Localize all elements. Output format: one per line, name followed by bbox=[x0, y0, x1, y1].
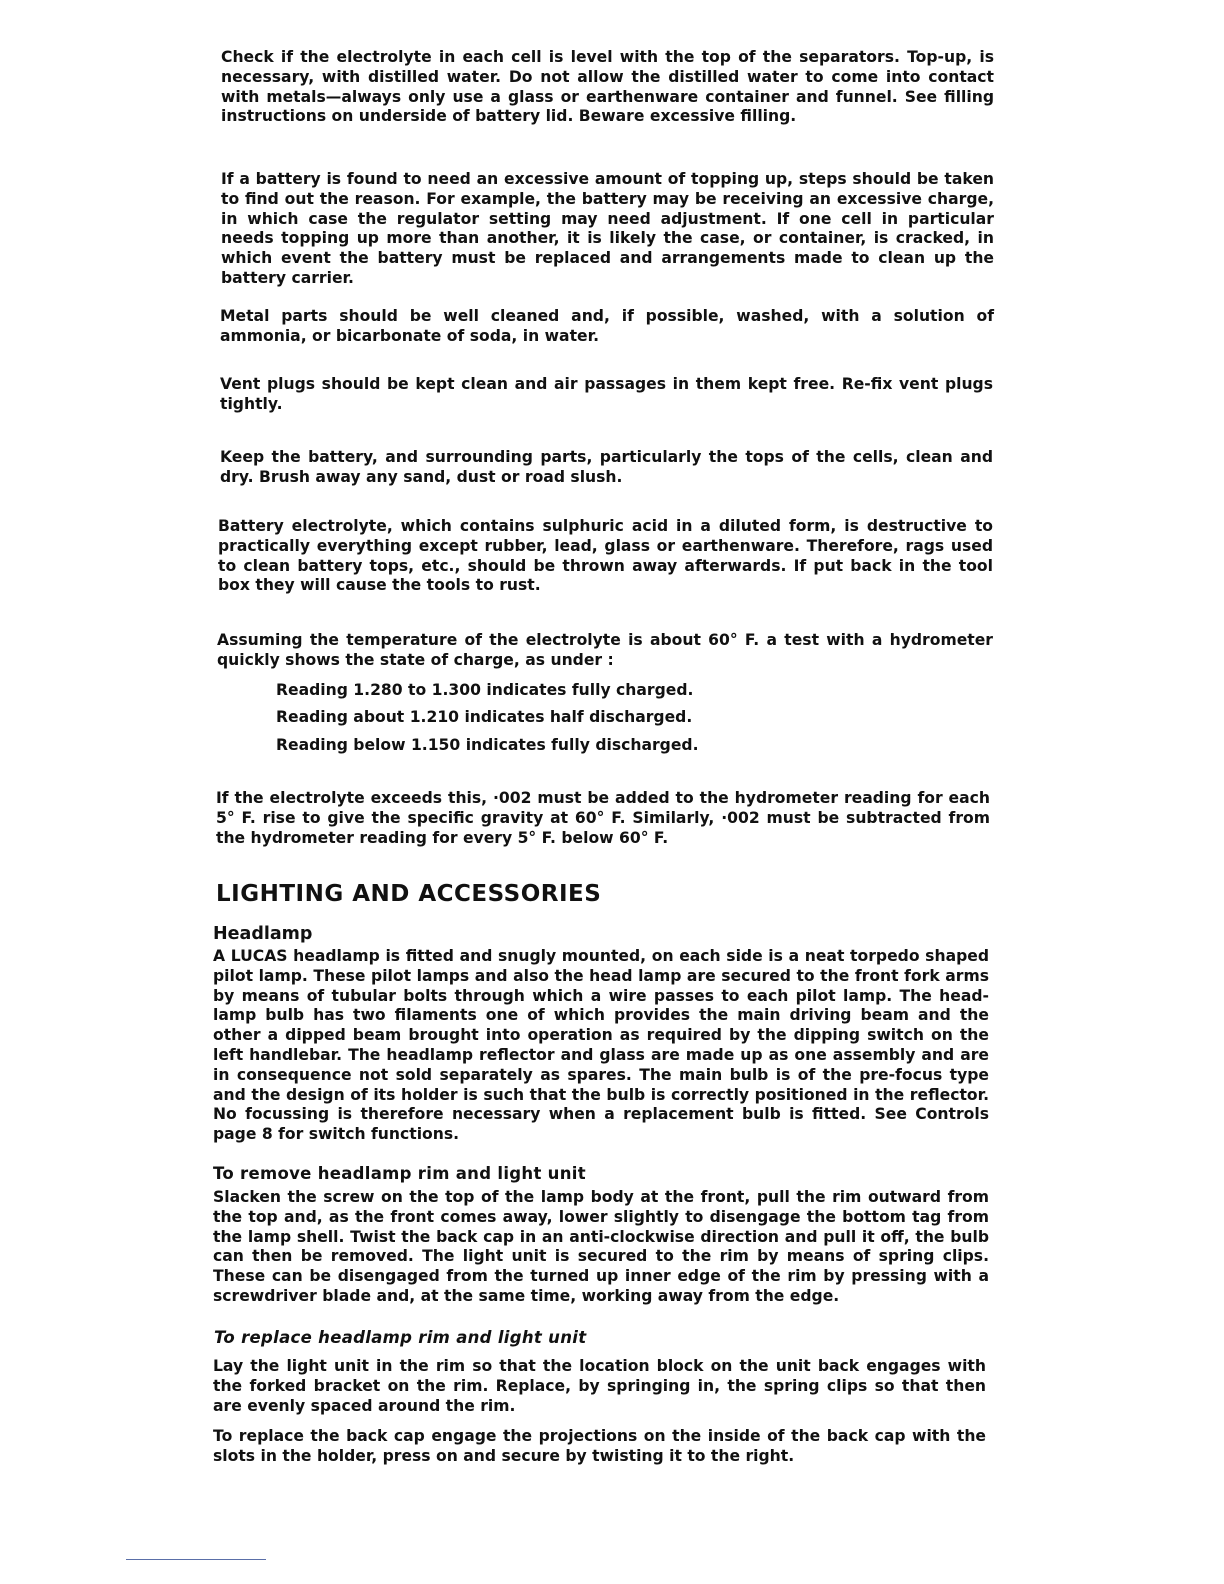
paragraph-hydrometer-test: Assuming the temperature of the electrolyte is about 60° F. a test with a hydrometer quickly shows the state of charge, as under : bbox=[217, 631, 993, 669]
heading-remove-rim: To remove headlamp rim and light unit bbox=[213, 1164, 586, 1183]
reading-half-discharged: Reading about 1.210 indicates half discharged. bbox=[276, 708, 693, 726]
paragraph-replace-back-cap: To replace the back cap engage the projections on the inside of the back cap with the slots in the holder, press on and secure by twisting it to the right. bbox=[213, 1427, 986, 1465]
reading-fully-discharged: Reading below 1.150 indicates fully discharged. bbox=[276, 736, 699, 754]
section-title-lighting: LIGHTING AND ACCESSORIES bbox=[216, 881, 602, 907]
heading-replace-rim: To replace headlamp rim and light unit bbox=[214, 1328, 587, 1347]
paragraph-metal-parts: Metal parts should be well cleaned and, if possible, washed, with a solution of ammonia, or bicarbonate of soda, in water. bbox=[220, 307, 994, 345]
paragraph-headlamp: A LUCAS headlamp is fitted and snugly mounted, on each side is a neat torpedo shaped pilot lamp. These pilot lamps and also the head lamp are secured to the front fork arms by means of tubular bolts through which a wire passes to each pilot lamp. The head-lamp bulb has two filaments one of which provides the main driving beam and the other a dipped beam brought into operation as required by the dipping switch on the left handlebar. The headlamp reflector and glass are made up as one assembly and are in consequence not sold separately as spares. The main bulb is of the pre-focus type and the design of its holder is such that the bulb is correctly positioned in the reflector. No focussing is therefore necessary when a replacement bulb is fitted. See Controls page 8 for switch functions. bbox=[213, 947, 989, 1144]
paragraph-vent-plugs: Vent plugs should be kept clean and air passages in them kept free. Re-fix vent plugs tightly. bbox=[220, 375, 993, 413]
paragraph-temperature-correction: If the electrolyte exceeds this, ·002 must be added to the hydrometer reading for each 5° F. rise to give the specific gravity at 60° F. Similarly, ·002 must be subtracted from the hydrometer reading for every 5° F. below 60° F. bbox=[216, 789, 990, 847]
paragraph-remove-rim: Slacken the screw on the top of the lamp body at the front, pull the rim outward from the top and, as the front comes away, lower slightly to disengage the bottom tag from the lamp shell. Twist the back cap in an anti-clockwise direction and pull it off, the bulb can then be removed. The light unit is secured to the rim by means of spring clips. These can be disengaged from the turned up inner edge of the rim by pressing with a screwdriver blade and, at the same time, working away from the edge. bbox=[213, 1188, 989, 1305]
reading-fully-charged: Reading 1.280 to 1.300 indicates fully charged. bbox=[276, 681, 694, 699]
paragraph-excessive-topping: If a battery is found to need an excessive amount of topping up, steps should be taken to find out the reason. For example, the battery may be receiving an excessive charge, in which case the regulator setting may need adjustment. If one cell in particular needs topping up more than another, it is likely the case, or container, is cracked, in which event the battery must be replaced and arrangements made to clean up the battery carrier. bbox=[221, 170, 994, 287]
footer-rule bbox=[126, 1559, 266, 1560]
heading-headlamp: Headlamp bbox=[213, 924, 313, 944]
paragraph-keep-clean: Keep the battery, and surrounding parts, particularly the tops of the cells, clean and dry. Brush away any sand, dust or road slush. bbox=[220, 448, 993, 486]
paragraph-electrolyte-level: Check if the electrolyte in each cell is level with the top of the separators. Top-up, is necessary, with distilled water. Do not allow the distilled water to come into contact with metals—always only use a glass or earthenware container and funnel. See filling instructions on underside of battery lid. Beware excessive filling. bbox=[221, 48, 994, 126]
paragraph-electrolyte-warning: Battery electrolyte, which contains sulphuric acid in a diluted form, is destructive to practically everything except rubber, lead, glass or earthenware. Therefore, rags used to clean battery tops, etc., should be thrown away afterwards. If put back in the tool box they will cause the tools to rust. bbox=[218, 517, 993, 595]
paragraph-replace-rim: Lay the light unit in the rim so that the location block on the unit back engages with the forked bracket on the rim. Replace, by springing in, the spring clips so that then are evenly spaced around the rim. bbox=[213, 1357, 986, 1415]
